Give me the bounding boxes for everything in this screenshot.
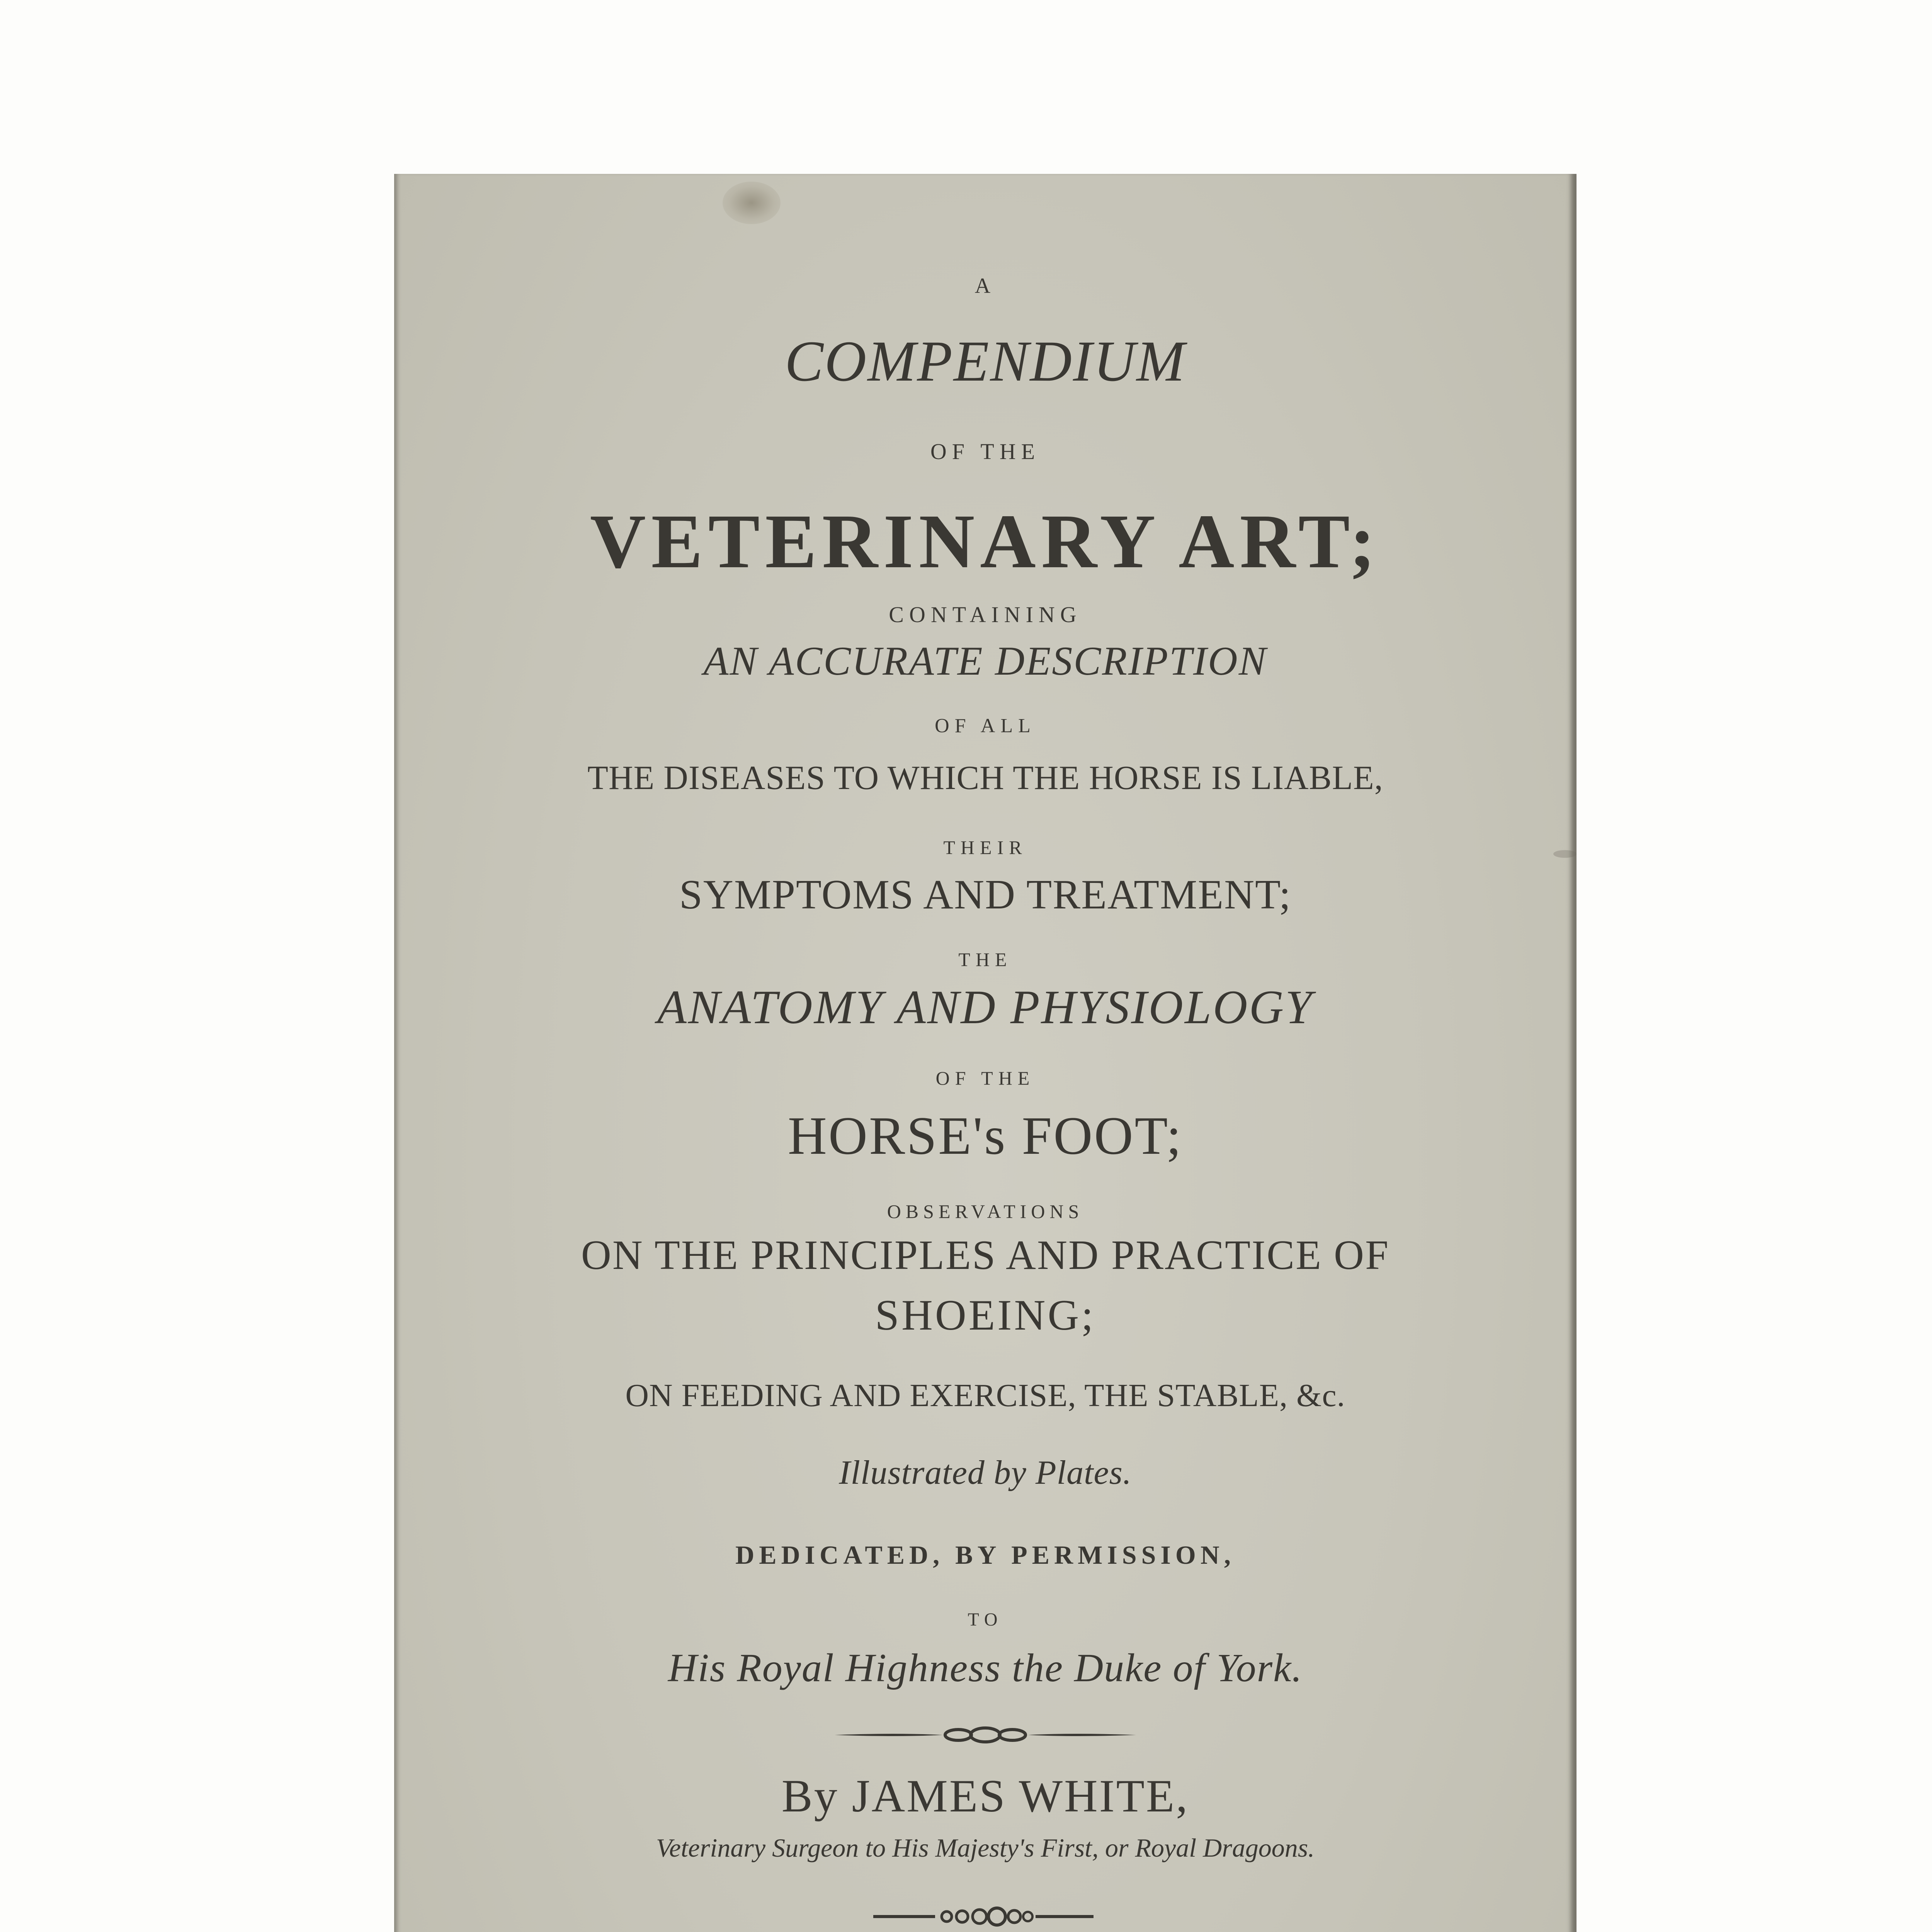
title-horses-foot: HORSE's FOOT; [787,1106,1183,1166]
title-dedicated: DEDICATED, BY PERMISSION, [735,1540,1235,1570]
title-their: THEIR [943,837,1027,858]
title-of-all: OF ALL [935,715,1036,737]
title-veterinary-art: VETERINARY ART; [590,499,1381,584]
title-to: TO [968,1609,1003,1630]
title-of-the-2: OF THE [935,1067,1035,1089]
title-shoeing: SHOEING; [875,1291,1096,1339]
title-anatomy-physiology: ANATOMY AND PHYSIOLOGY [657,981,1313,1034]
page-scan [394,174,1577,1932]
title-observations: OBSERVATIONS [887,1201,1084,1222]
ornament-rule-lower [394,1905,1577,1928]
foxing-stain [723,182,781,224]
title-feeding-exercise: ON FEEDING AND EXERCISE, THE STABLE, &c. [625,1378,1345,1413]
title-principles-practice: ON THE PRINCIPLES AND PRACTICE OF [581,1232,1390,1278]
ornament-rule-upper [394,1723,1577,1747]
title-author-position: Veterinary Surgeon to His Majesty's First, or Royal Dragoons. [656,1833,1315,1862]
title-diseases: THE DISEASES TO WHICH THE HORSE IS LIABLE, [587,759,1383,797]
title-the: THE [958,949,1012,970]
title-symptoms-treatment: SYMPTOMS AND TREATMENT; [679,872,1292,918]
title-accurate-description: AN ACCURATE DESCRIPTION [703,638,1267,684]
title-illustrated-plates: Illustrated by Plates. [839,1454,1132,1492]
title-author: By JAMES WHITE, [781,1770,1189,1821]
title-compendium: COMPENDIUM [784,329,1186,393]
title-article: A [975,274,996,298]
title-of-the-1: OF THE [930,439,1041,464]
title-containing: CONTAINING [889,602,1082,627]
title-duke-of-york: His Royal Highness the Duke of York. [668,1646,1303,1690]
